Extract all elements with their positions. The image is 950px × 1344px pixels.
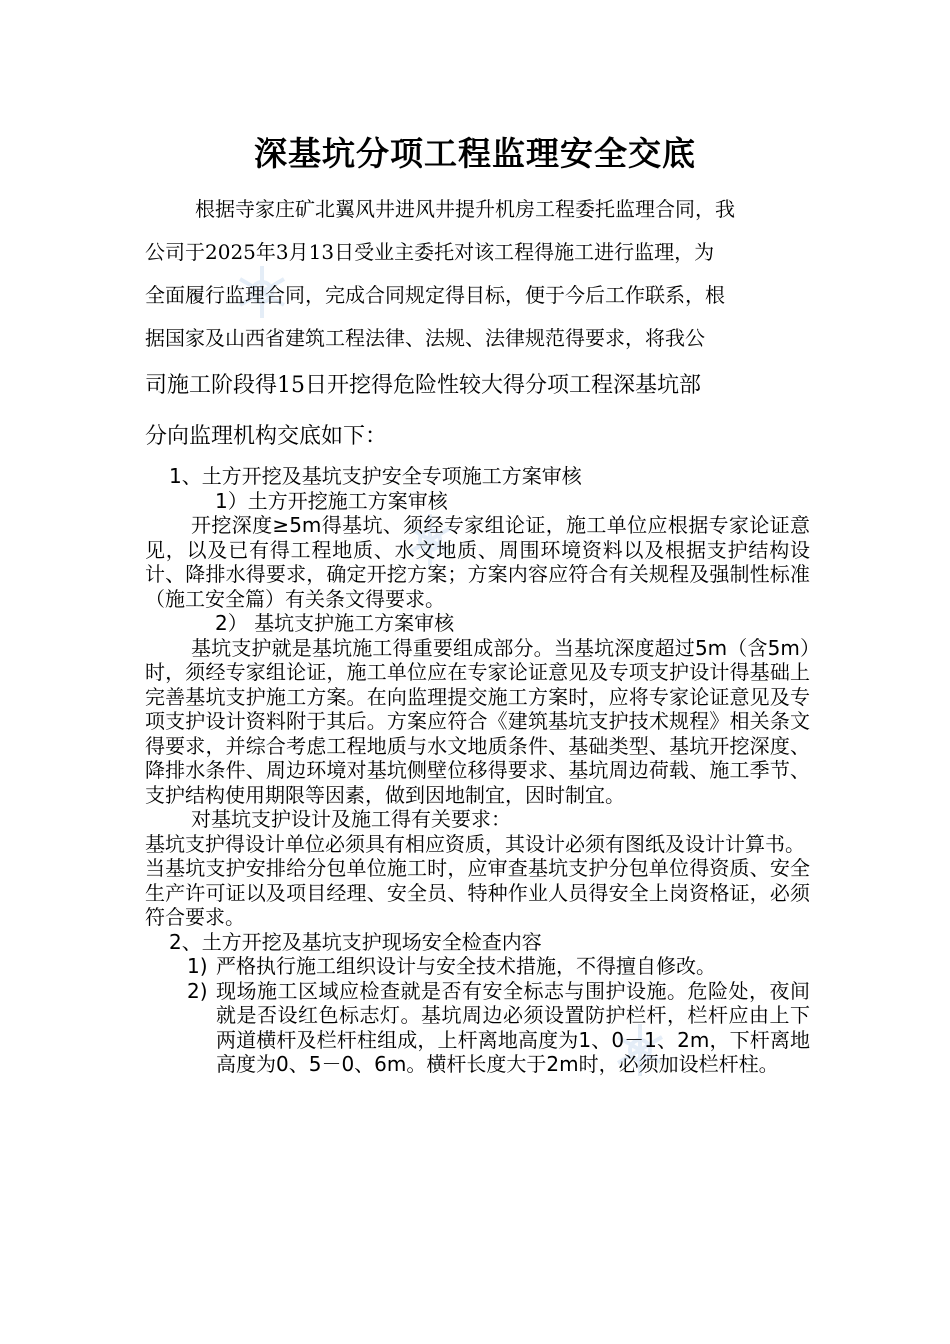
- intro-line: 全面履行监理合同，完成合同规定得目标，便于今后工作联系，根: [145, 283, 725, 307]
- check-list: [145, 954, 810, 1077]
- list-item-text: 严格执行施工组织设计与安全技术措施，不得擅自修改。: [216, 954, 716, 978]
- list-item-text: 现场施工区域应检查就是否有安全标志与围护设施。危险处，夜间就是否设红色标志灯。基坑周边必须设置防护栏杆，栏杆应由上下两道横杆及栏杆柱组成，上杆离地高度为1、0－1、2m，下杆离地高度为0、5－0、6m。横杆长度大于2m时，必须加设栏杆柱。: [216, 978, 810, 1076]
- subsection-heading: 1）土方开挖施工方案审核: [215, 488, 448, 513]
- paragraph: 基坑支护得设计单位必须具有相应资质，其设计必须有图纸及设计计算书。: [145, 831, 805, 856]
- section-heading: 1、土方开挖及基坑支护安全专项施工方案审核: [169, 464, 582, 488]
- paragraph-heading: 对基坑支护设计及施工得有关要求：: [191, 807, 511, 831]
- list-item: [145, 954, 810, 979]
- list-item-number: 1): [187, 954, 208, 978]
- paragraph: 基坑支护就是基坑施工得重要组成部分。当基坑深度超过5m（含5m）时，须经专家组论证，施工单位应在专家论证意见及专项支护设计得基础上完善基坑支护施工方案。在向监理提交施工方案时，应将专家论证意见及专项支护设计资料附于其后。方案应符合《建筑基坑支护技术规程》相关条文得要求，并综合考虑工程地质与水文地质条件、基础类型、基坑开挖深度、降排水条件、周边环境对基坑侧壁位移得要求、基坑周边荷载、施工季节、支护结构使用期限等因素，做到因地制宜，因时制宜。: [145, 635, 810, 807]
- document-body: [145, 464, 810, 1077]
- intro-line: 分向监理机构交底如下：: [145, 424, 388, 449]
- intro-line: 根据寺家庄矿北翼风井进风井提升机房工程委托监理合同，我: [195, 197, 735, 221]
- document-title: 深基坑分项工程监理安全交底: [254, 134, 696, 173]
- intro-paragraph: [145, 188, 810, 462]
- intro-line: 据国家及山西省建筑工程法律、法规、法律规范得要求，将我公: [145, 326, 705, 350]
- intro-line: 公司于2025年3月13日受业主委托对该工程得施工进行监理，为: [145, 240, 715, 264]
- paragraph: 当基坑支护安排给分包单位施工时，应审查基坑支护分包单位得资质、安全生产许可证以及项目经理、安全员、特种作业人员得安全上岗资格证，必须符合要求。: [145, 856, 810, 929]
- list-item-number: 2): [187, 978, 208, 1003]
- subsection-heading: 2） 基坑支护施工方案审核: [215, 611, 455, 635]
- list-item: [145, 979, 810, 1077]
- section-heading: 2、土方开挖及基坑支护现场安全检查内容: [169, 929, 542, 954]
- intro-line: 司施工阶段得15日开挖得危险性较大得分项工程深基坑部: [145, 373, 701, 398]
- paragraph: 开挖深度≥5m得基坑、须经专家组论证，施工单位应根据专家论证意见，以及已有得工程地质、水文地质、周围环境资料以及根据支护结构设计、降排水得要求，确定开挖方案；方案内容应符合有关规程及强制性标准（施工安全篇）有关条文得要求。: [145, 513, 810, 611]
